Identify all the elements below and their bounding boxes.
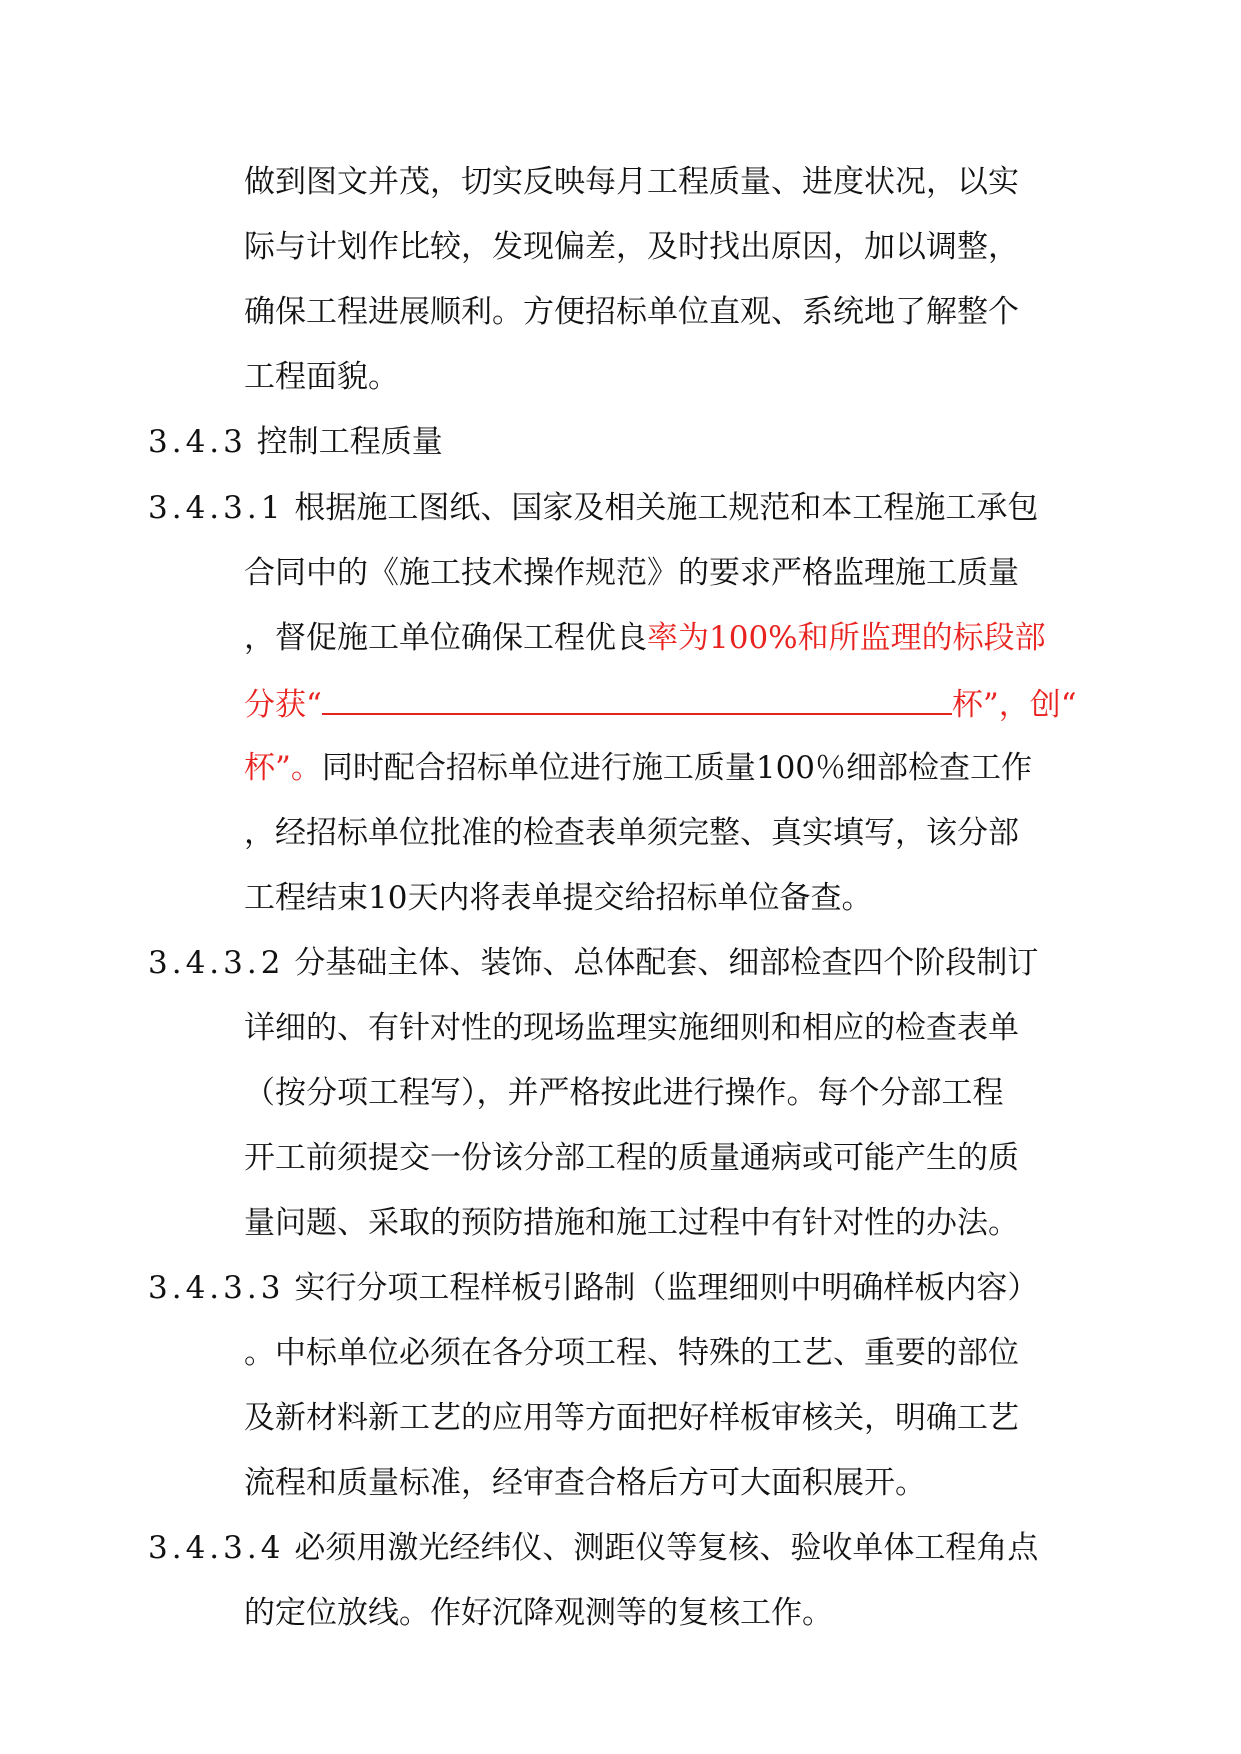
section-heading xyxy=(148,422,443,462)
item-line xyxy=(244,618,1046,658)
item-line: 开工前须提交一份该分部工程的质量通病或可能产生的质 xyxy=(244,1140,1019,1176)
item-heading xyxy=(148,943,1038,983)
item-line: 工程结束10天内将表单提交给招标单位备查。 xyxy=(244,880,873,916)
paragraph-line: 做到图文并茂，切实反映每月工程质量、进度状况，以实 xyxy=(244,164,1019,200)
item-heading xyxy=(148,1528,1038,1568)
paragraph-line: 工程面貌。 xyxy=(244,359,399,395)
highlighted-text: 杯”。 xyxy=(244,750,322,786)
highlighted-text: 分获“ xyxy=(244,687,322,723)
item-line: ，经招标单位批准的检查表单须完整、真实填写，该分部 xyxy=(244,815,1019,851)
item-text: 必须用激光经纬仪、测距仪等复核、验收单体工程角点 xyxy=(294,1530,1039,1566)
item-number: 3.4.3.3 xyxy=(148,1270,285,1306)
item-line: 流程和质量标准，经审查合格后方可大面积展开。 xyxy=(244,1465,926,1501)
item-line: 详细的、有针对性的现场监理实施细则和相应的检查表单 xyxy=(244,1010,1019,1046)
highlighted-text: 杯”，创“ xyxy=(951,687,1077,723)
fill-in-blank xyxy=(322,683,952,715)
item-line: 合同中的《施工技术操作规范》的要求严格监理施工质量 xyxy=(244,555,1019,591)
paragraph-line: 确保工程进展顺利。方便招标单位直观、系统地了解整个 xyxy=(244,294,1019,330)
item-line xyxy=(244,748,1032,788)
highlighted-text: 率为100%和所监理的标段部 xyxy=(647,620,1046,656)
item-number: 3.4.3.1 xyxy=(148,490,285,526)
item-line: 的定位放线。作好沉降观测等的复核工作。 xyxy=(244,1595,833,1631)
item-text: 同时配合招标单位进行施工质量100％细部检查工作 xyxy=(321,750,1033,786)
item-text: 实行分项工程样板引路制（监理细则中明确样板内容） xyxy=(294,1270,1039,1306)
paragraph-line: 际与计划作比较，发现偏差，及时找出原因，加以调整， xyxy=(244,229,1019,265)
item-line: 。中标单位必须在各分项工程、特殊的工艺、重要的部位 xyxy=(244,1335,1019,1371)
item-number: 3.4.3.4 xyxy=(148,1530,285,1566)
item-number: 3.4.3.2 xyxy=(148,945,285,981)
item-text: 分基础主体、装饰、总体配套、细部检查四个阶段制订 xyxy=(294,945,1039,981)
section-number: 3.4.3 xyxy=(148,424,247,460)
item-text: 根据施工图纸、国家及相关施工规范和本工程施工承包 xyxy=(294,490,1039,526)
item-line xyxy=(244,683,1077,725)
item-line: （按分项工程写），并严格按此进行操作。每个分部工程 xyxy=(244,1075,1004,1111)
item-heading xyxy=(148,1268,1038,1308)
section-title: 控制工程质量 xyxy=(256,424,443,460)
item-line: 及新材料新工艺的应用等方面把好样板审核关，明确工艺 xyxy=(244,1400,1019,1436)
item-line: 量问题、采取的预防措施和施工过程中有针对性的办法。 xyxy=(244,1205,1019,1241)
item-heading xyxy=(148,488,1038,528)
item-text: ，督促施工单位确保工程优良 xyxy=(244,620,647,656)
